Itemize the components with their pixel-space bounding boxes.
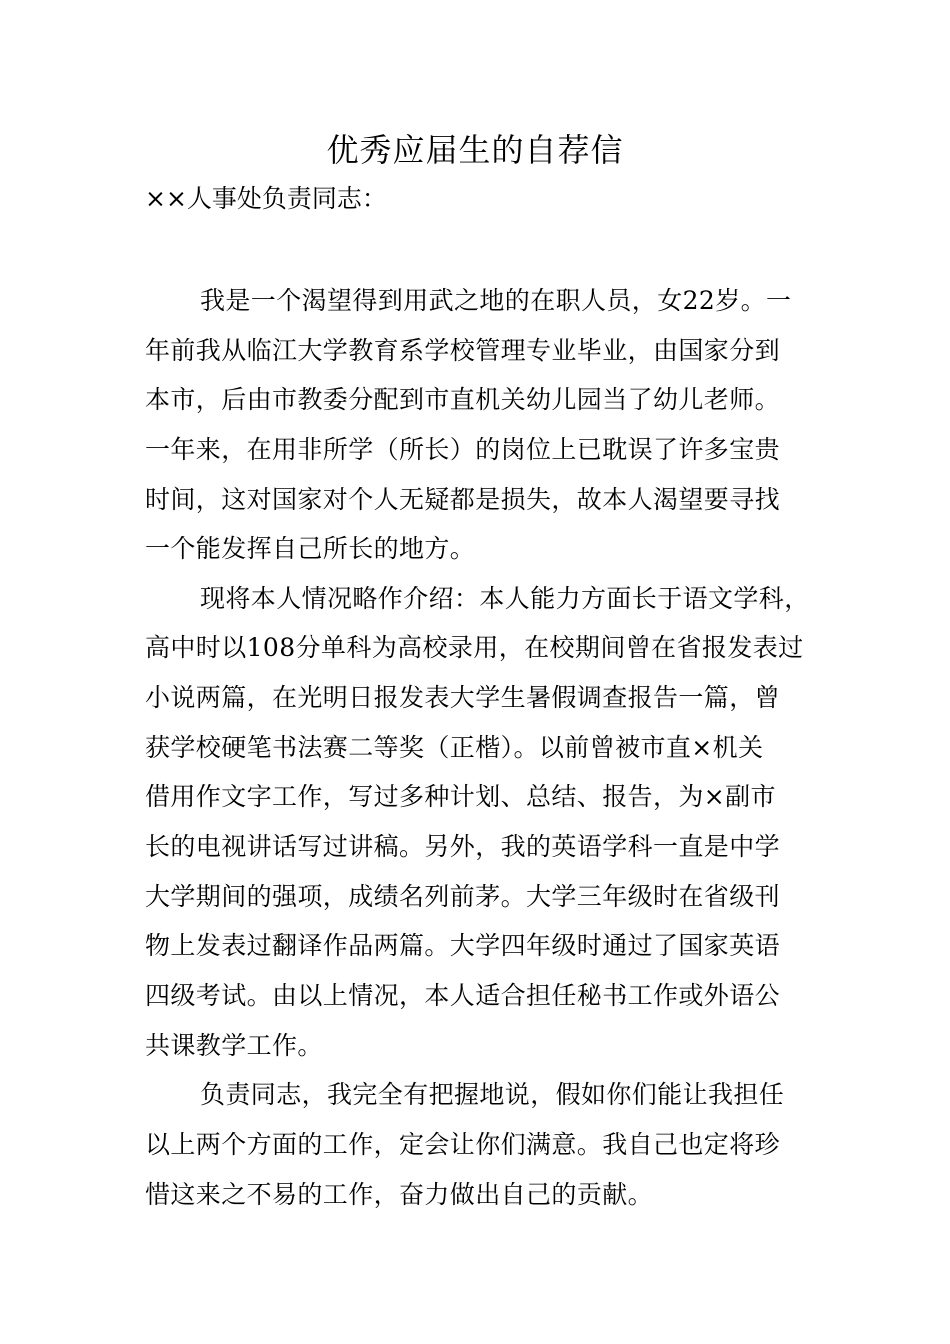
- text-line: 一个能发挥自己所长的地方。: [145, 534, 476, 564]
- text-line: 大学期间的强项，成绩名列前茅。大学三年级时在省级刊: [145, 881, 781, 911]
- text-line: 现将本人情况略作介绍：本人能力方面长于语文学科，: [200, 583, 810, 613]
- text-line: 本市，后由市教委分配到市直机关幼儿园当了幼儿老师。: [145, 385, 781, 415]
- text-line: 物上发表过翻译作品两篇。大学四年级时通过了国家英语: [145, 931, 781, 961]
- text-line: 年前我从临江大学教育系学校管理专业毕业，由国家分到: [145, 335, 781, 365]
- salutation: ××人事处负责同志：: [145, 184, 387, 213]
- text-line: 时间，这对国家对个人无疑都是损失，故本人渴望要寻找: [145, 484, 781, 514]
- text-line: 一年来，在用非所学（所长）的岗位上已耽误了许多宝贵: [145, 434, 781, 464]
- text-line: 小说两篇，在光明日报发表大学生暑假调查报告一篇，曾: [145, 683, 781, 713]
- letter-body: [145, 280, 825, 1223]
- text-line: 负责同志，我完全有把握地说，假如你们能让我担任: [200, 1080, 785, 1110]
- text-line: 惜这来之不易的工作，奋力做出自己的贡献。: [145, 1179, 654, 1209]
- text-line: 四级考试。由以上情况，本人适合担任秘书工作或外语公: [145, 980, 781, 1010]
- text-line: 高中时以108分单科为高校录用，在校期间曾在省报发表过: [145, 633, 804, 663]
- document-title: 优秀应届生的自荐信: [326, 131, 624, 169]
- text-line: 我是一个渴望得到用武之地的在职人员，女22岁。一: [200, 286, 792, 315]
- text-line: 共课教学工作。: [145, 1030, 323, 1060]
- text-line: 长的电视讲话写过讲稿。另外，我的英语学科一直是中学: [145, 832, 781, 862]
- text-line: 获学校硬笔书法赛二等奖（正楷）。以前曾被市直×机关: [145, 732, 764, 762]
- text-line: 以上两个方面的工作，定会让你们满意。我自己也定将珍: [145, 1129, 781, 1159]
- text-line: 借用作文字工作，写过多种计划、总结、报告，为×副市: [145, 782, 776, 812]
